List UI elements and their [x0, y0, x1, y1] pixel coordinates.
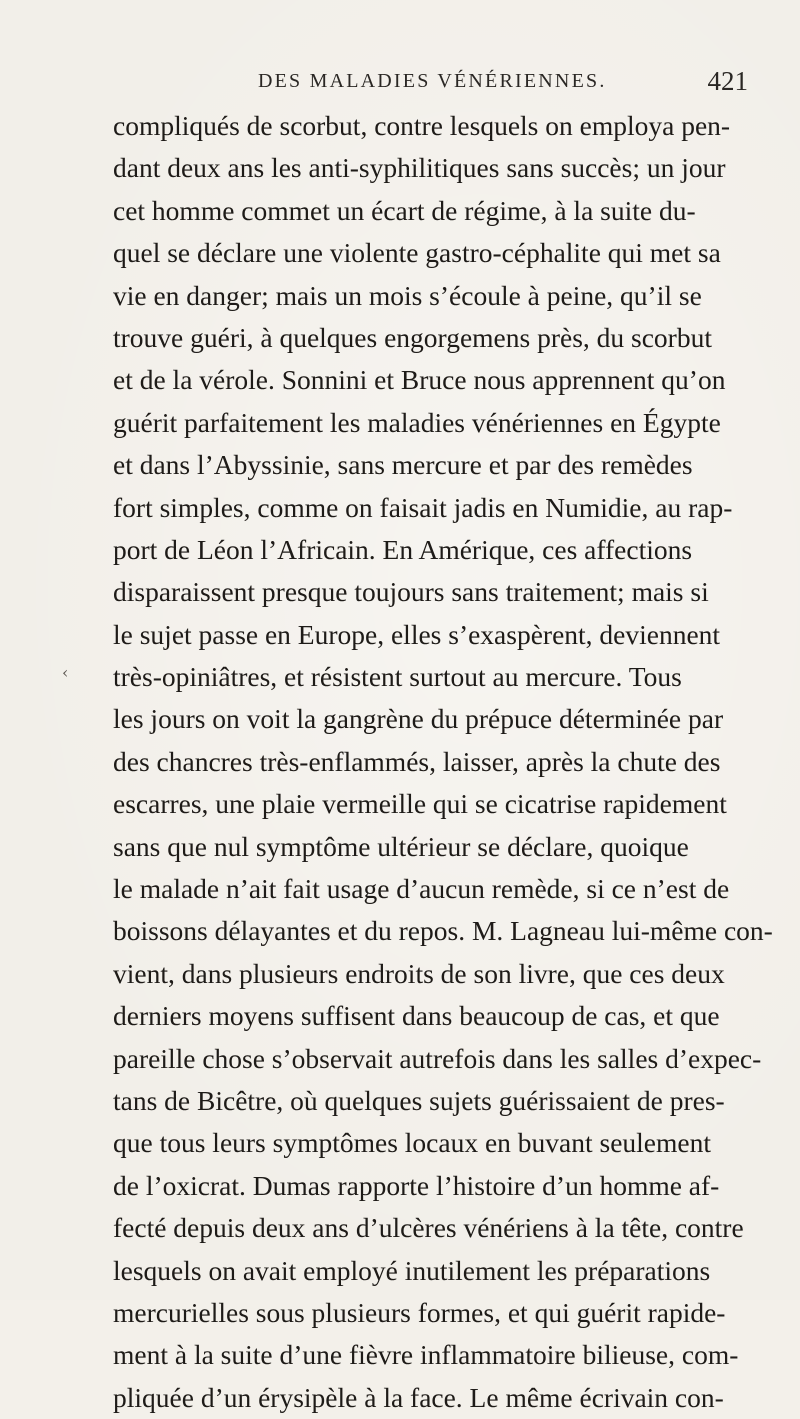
text-line: fort simples, comme on faisait jadis en Numidie, au rap- — [113, 491, 733, 523]
text-line: tans de Bicêtre, où quelques sujets guérissaient de pres- — [113, 1084, 725, 1116]
text-line: très-opiniâtres, et résistent surtout au mercure. Tous — [113, 661, 682, 693]
text-line: trouve guéri, à quelques engorgemens près, du scorbut — [113, 321, 712, 353]
text-line: ment à la suite d’une fièvre inflammatoire bilieuse, com- — [113, 1339, 739, 1371]
page-number: 421 — [707, 66, 748, 96]
text-line: derniers moyens suffisent dans beaucoup de cas, et que — [113, 1000, 720, 1032]
text-line: des chancres très-enflammés, laisser, après la chute des — [113, 745, 721, 777]
text-line: sans que nul symptôme ultérieur se déclare, quoique — [113, 830, 689, 862]
text-line: fecté depuis deux ans d’ulcères vénériens à la tête, contre — [113, 1212, 744, 1244]
text-line: escarres, une plaie vermeille qui se cicatrise rapidement — [113, 788, 727, 820]
text-line: vie en danger; mais un mois s’écoule à peine, qu’il se — [113, 279, 702, 311]
text-line: le malade n’ait fait usage d’aucun remède, si ce n’est de — [113, 873, 730, 905]
text-line: pliquée d’un érysipèle à la face. Le même écrivain con- — [113, 1381, 724, 1413]
text-line: cet homme commet un écart de régime, à la suite du- — [113, 194, 696, 226]
body-text — [113, 105, 800, 1419]
text-line: quel se déclare une violente gastro-céphalite qui met sa — [113, 237, 721, 269]
text-line: mercurielles sous plusieurs formes, et qui guérit rapide- — [113, 1296, 726, 1328]
text-line: et dans l’Abyssinie, sans mercure et par des remèdes — [113, 449, 693, 481]
text-line: guérit parfaitement les maladies vénériennes en Égypte — [113, 406, 721, 438]
running-title: DES MALADIES VÉNÉRIENNES. — [258, 70, 607, 92]
text-line: vient, dans plusieurs endroits de son livre, que ces deux — [113, 957, 725, 989]
text-line: que tous leurs symptômes locaux en buvant seulement — [113, 1127, 712, 1159]
text-line: dant deux ans les anti-syphilitiques sans succès; un jour — [113, 152, 726, 184]
text-line: de l’oxicrat. Dumas rapporte l’histoire d’un homme af- — [113, 1169, 720, 1201]
text-line: port de Léon l’Africain. En Amérique, ces affections — [113, 533, 693, 565]
running-head — [258, 66, 748, 102]
text-line: disparaissent presque toujours sans traitement; mais si — [113, 576, 709, 608]
text-line: le sujet passe en Europe, elles s’exaspèrent, deviennent — [113, 618, 721, 650]
text-line: et de la vérole. Sonnini et Bruce nous apprennent qu’on — [113, 364, 726, 396]
text-line: boissons délayantes et du repos. M. Lagneau lui-même con- — [113, 915, 773, 947]
text-line: lesquels on avait employé inutilement les préparations — [113, 1254, 711, 1286]
text-line: compliqués de scorbut, contre lesquels on employa pen- — [113, 110, 731, 141]
margin-mark: ‹ — [62, 663, 69, 682]
text-line: pareille chose s’observait autrefois dans les salles d’expec- — [113, 1042, 762, 1074]
text-line: les jours on voit la gangrène du prépuce déterminée par — [113, 703, 724, 735]
